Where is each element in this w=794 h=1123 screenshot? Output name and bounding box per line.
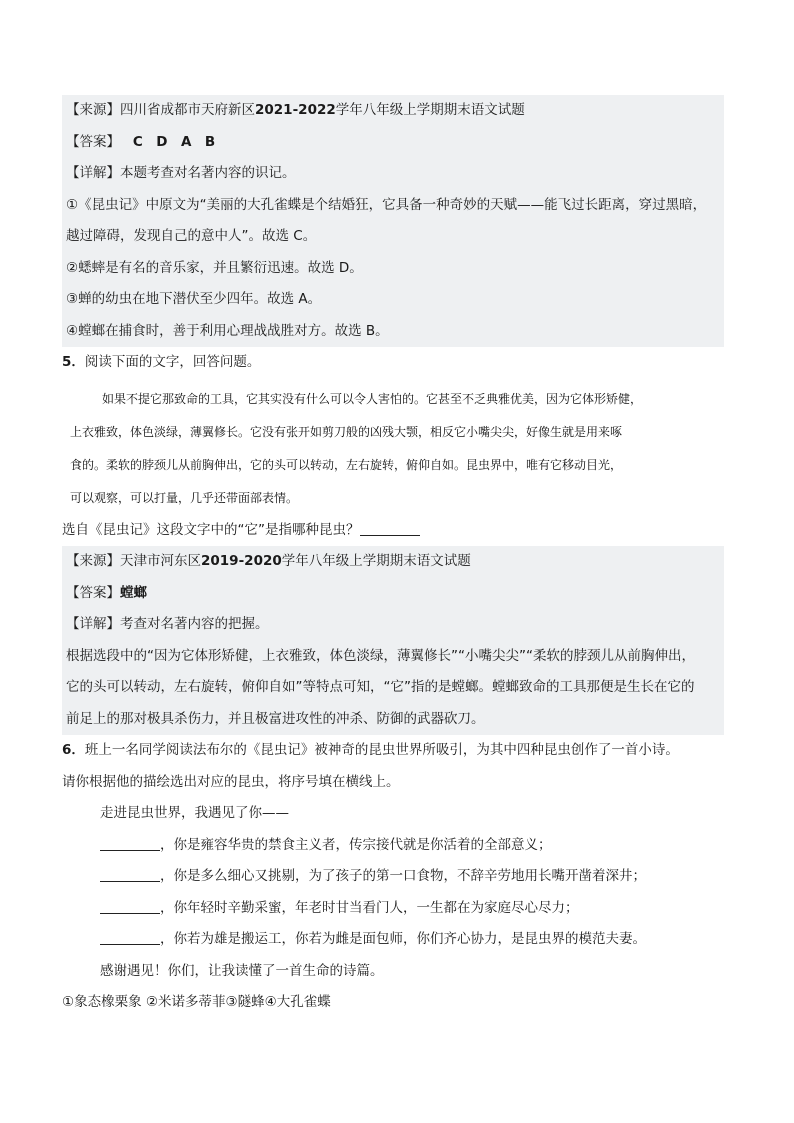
poem-line-text: ，你若为雄是搬运工，你若为雌是面包师，你们齐心协力，是昆虫界的模范夫妻。 <box>160 931 646 947</box>
detail-line <box>62 158 724 190</box>
source-year: 2019-2020 <box>201 553 282 569</box>
passage-line: 如果不提它那致命的工具，它其实没有什么可以令人害怕的。它甚至不乏典雅优美，因为它体形矫健， <box>102 391 643 406</box>
question-5-prompt <box>62 347 724 379</box>
poem-line <box>62 830 724 862</box>
poem-line-text: ，你年轻时辛勤采蜜，年老时甘当看门人，一生都在为家庭尽心尽力； <box>160 899 579 916</box>
passage-line: 上衣雅致，体色淡绿，薄翼修长。它没有张开如剪刀般的凶残大颚，相反它小嘴尖尖，好像生就是用来啄 <box>70 424 623 439</box>
poem-intro: 走进昆虫世界，我遇见了你—— <box>100 805 289 821</box>
source-year: 2021-2022 <box>255 102 336 118</box>
answer-text: C D A B <box>132 133 216 150</box>
detail-item: ②蟋蟀是有名的音乐家，并且繁衍迅速。故选 D。 <box>62 253 724 285</box>
options-line: ①象态橡栗象 ②米诺多蒂菲③隧蜂④大孔雀蝶 <box>62 994 331 1010</box>
detail-tag: 【详解】 <box>66 616 120 632</box>
detail-line <box>62 609 724 641</box>
question-5-question <box>62 515 724 547</box>
answer-line <box>62 127 724 159</box>
poem-line <box>62 924 724 956</box>
poem-line-text: ，你是多么细心又挑剔，为了孩子的第一口食物，不辞辛劳地用长嘴开凿着深井； <box>160 868 646 884</box>
detail-item: 根据选段中的“因为它体形矫健，上衣雅致，体色淡绿，薄翼修长”“小嘴尖尖”“柔软的脖颈儿从前胸伸出， <box>62 641 724 673</box>
source-tag: 【来源】 <box>66 102 120 118</box>
answer-blank[interactable] <box>360 520 420 536</box>
question-6-prompt-cont: 请你根据他的描绘选出对应的昆虫，将序号填在横线上。 <box>62 773 400 790</box>
detail-item: ①《昆虫记》中原文为“美丽的大孔雀蝶是个结婚狂，它具备一种奇妙的天赋——能飞过长距离，穿过黑暗， <box>62 190 724 222</box>
passage-line: 可以观察，可以打量，几乎还带面部表情。 <box>70 490 299 505</box>
answer-tag: 【答案】 <box>66 584 120 601</box>
detail-item: 越过障碍，发现自己的意中人”。故选 C。 <box>62 221 724 253</box>
answer-blank[interactable] <box>100 866 160 882</box>
passage-line: 食的。柔软的脖颈儿从前胸伸出，它的头可以转动，左右旋转，俯仰自如。昆虫界中，唯有它移动目光， <box>70 457 623 472</box>
answer-text: 螳螂 <box>120 584 147 601</box>
answer-blank[interactable] <box>100 898 160 914</box>
question-text: 选自《昆虫记》这段文字中的“它”是指哪种昆虫？ <box>62 521 360 538</box>
question-number: 5． <box>62 354 85 370</box>
source-text: 天津市河东区 <box>120 553 201 569</box>
source-line <box>62 546 724 578</box>
detail-item: 前足上的那对极具杀伤力，并且极富进攻性的冲杀、防御的武器砍刀。 <box>62 704 724 736</box>
detail-tag: 【详解】 <box>66 165 120 181</box>
document-content <box>62 95 724 1019</box>
source-line <box>62 95 724 127</box>
detail-text: 本题考查对名著内容的识记。 <box>120 165 296 181</box>
answer-tag: 【答案】 <box>66 133 120 150</box>
source-suffix: 学年八年级上学期期末语文试题 <box>335 102 525 118</box>
answer-line <box>62 578 724 610</box>
detail-text: 考查对名著内容的把握。 <box>120 616 269 632</box>
poem-outro: 感谢遇见！你们，让我读懂了一首生命的诗篇。 <box>100 962 384 979</box>
answer-blank[interactable] <box>100 835 160 851</box>
poem-line-text: ，你是雍容华贵的禁食主义者，传宗接代就是你活着的全部意义； <box>160 836 552 853</box>
question-prompt: 班上一名同学阅读法布尔的《昆虫记》被神奇的昆虫世界所吸引，为其中四种昆虫创作了一首小诗。 <box>84 742 679 758</box>
answer-blank[interactable] <box>100 929 160 945</box>
detail-item: ④螳螂在捕食时，善于利用心理战战胜对方。故选 B。 <box>62 316 724 348</box>
poem-line <box>62 893 724 925</box>
poem-line <box>62 861 724 893</box>
detail-item: ③蝉的幼虫在地下潜伏至少四年。故选 A。 <box>62 284 724 316</box>
source-suffix: 学年八年级上学期期末语文试题 <box>281 553 471 569</box>
source-text: 四川省成都市天府新区 <box>120 102 255 118</box>
source-tag: 【来源】 <box>66 553 120 569</box>
detail-item: 它的头可以转动，左右旋转，俯仰自如”等特点可知，“它”指的是螳螂。螳螂致命的工具那便是生长在它的 <box>62 672 724 704</box>
question-6-prompt <box>62 735 724 767</box>
question-prompt: 阅读下面的文字，回答问题。 <box>84 354 261 370</box>
question-number: 6． <box>62 742 85 758</box>
